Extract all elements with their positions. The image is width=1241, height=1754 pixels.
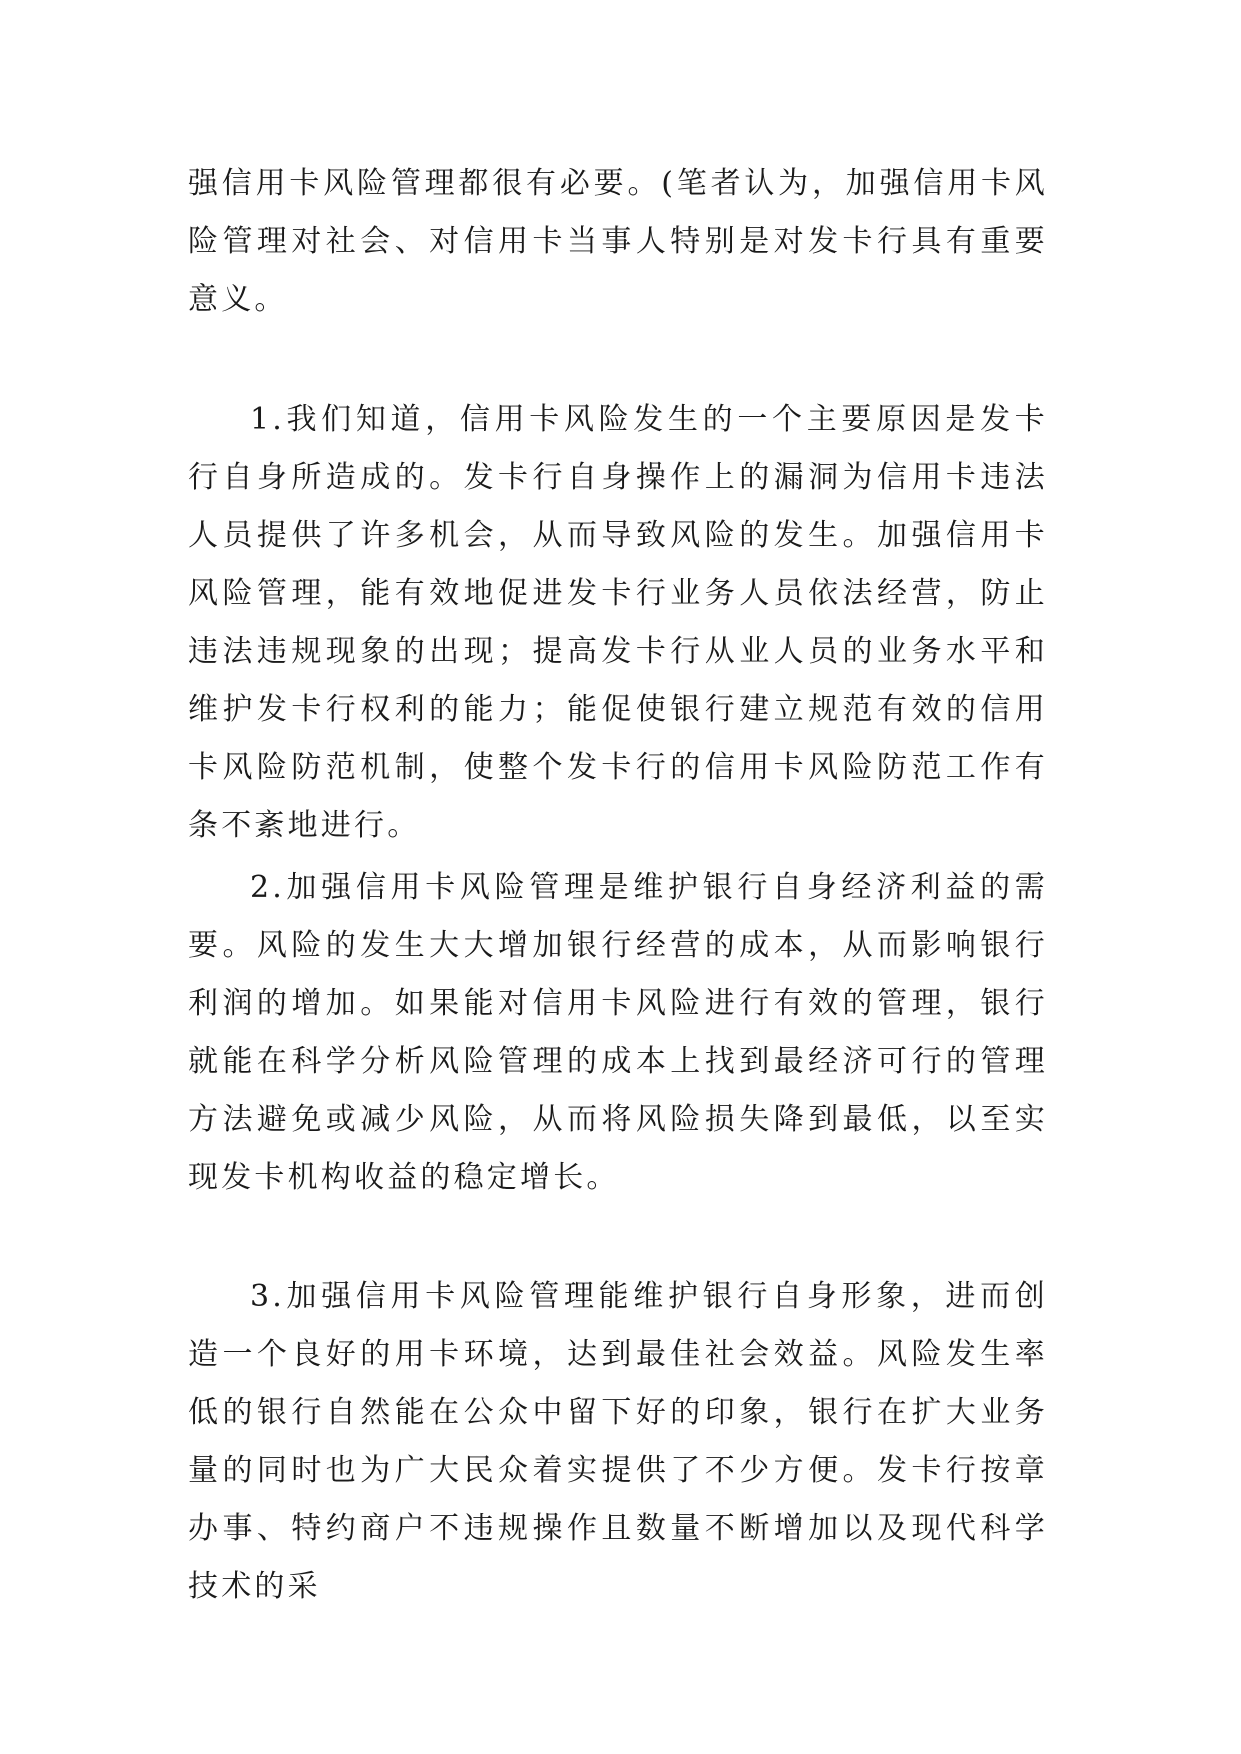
- paragraph-intro-continuation: 强信用卡风险管理都很有必要。(笔者认为，加强信用卡风险管理对社会、对信用卡当事人特别是对发卡行具有重要意义。: [188, 166, 1048, 317]
- paragraph-point-2: 2.加强信用卡风险管理是维护银行自身经济利益的需要。风险的发生大大增加银行经营的成本，从而影响银行利润的增加。如果能对信用卡风险进行有效的管理，银行就能在科学分析风险管理的成本上找到最经济可行的管理方法避免或减少风险，从而将风险损失降到最低，以至实现发卡机构收益的稳定增长。: [188, 870, 1048, 1195]
- paragraph-point-3: 3.加强信用卡风险管理能维护银行自身形象，进而创造一个良好的用卡环境，达到最佳社会效益。风险发生率低的银行自然能在公众中留下好的印象，银行在扩大业务量的同时也为广大民众着实提供了不少方便。发卡行按章办事、特约商户不违规操作且数量不断增加以及现代科学技术的采: [188, 1279, 1048, 1604]
- paragraph-point-1: 1.我们知道，信用卡风险发生的一个主要原因是发卡行自身所造成的。发卡行自身操作上的漏洞为信用卡违法人员提供了许多机会，从而导致风险的发生。加强信用卡风险管理，能有效地促进发卡行业务人员依法经营，防止违法违规现象的出现；提高发卡行从业人员的业务水平和维护发卡行权利的能力；能促使银行建立规范有效的信用卡风险防范机制，使整个发卡行的信用卡风险防范工作有条不紊地进行。: [188, 402, 1048, 843]
